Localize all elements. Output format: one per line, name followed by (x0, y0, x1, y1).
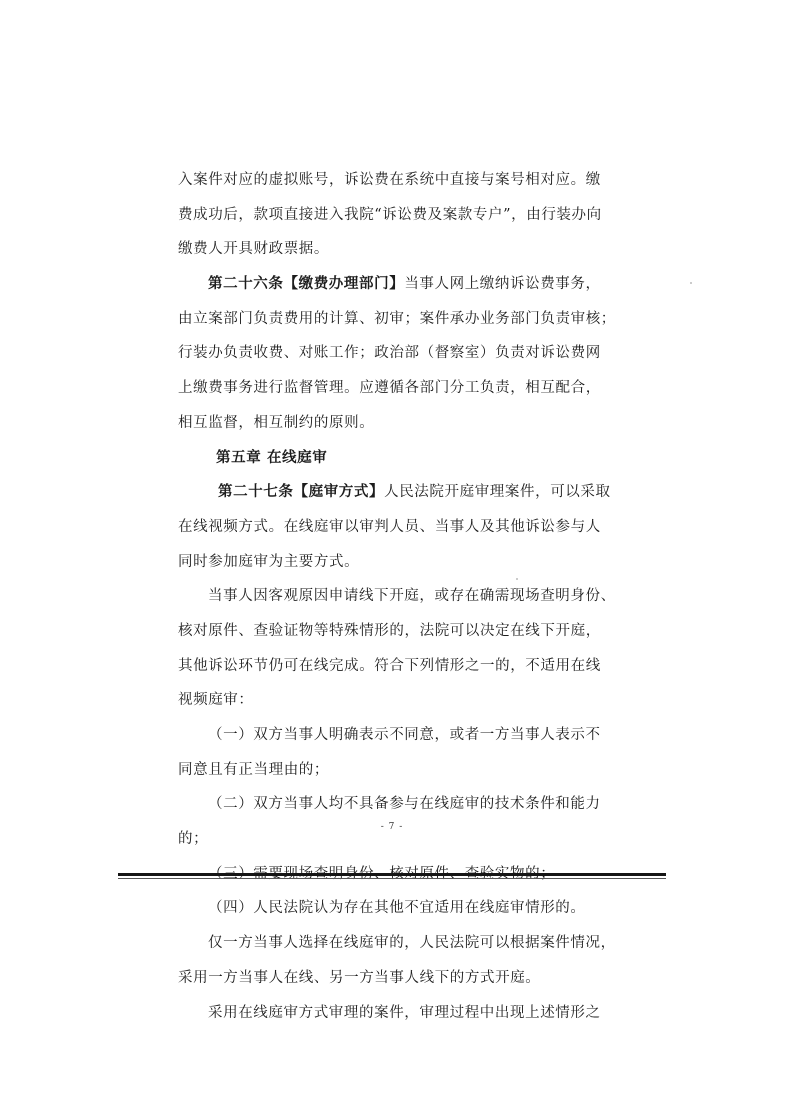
text-line (178, 371, 604, 406)
line-text: 行装办负责收费、对账工作；政治部（督察室）负责对诉讼费网 (178, 345, 601, 362)
scan-speck (516, 578, 518, 580)
line-text: 采用一方当事人在线、另一方当事人线下的方式开庭。 (178, 969, 541, 986)
line-text: 费成功后，款项直接进入我院“诉讼费及案款专户”，由行装办向 (178, 206, 602, 223)
line-text: 的； (178, 831, 209, 848)
footer-rule-thin (118, 878, 666, 879)
article-heading: 第二十七条【庭审方式】 (218, 483, 385, 501)
text-line (178, 649, 604, 684)
article-heading: 第二十六条【缴费办理部门】 (208, 275, 405, 293)
text-line (178, 232, 604, 267)
footer-rule (118, 873, 666, 876)
line-text: 视频庭审： (178, 692, 254, 709)
text-line (178, 336, 604, 371)
line-text: 仅一方当事人选择在线庭审的，人民法院可以根据案件情况， (208, 935, 616, 952)
text-line (178, 545, 604, 580)
line-text: 由立案部门负责费用的计算、初审；案件承办业务部门负责审核； (178, 310, 616, 327)
chapter-heading (178, 441, 604, 476)
text-line (178, 302, 616, 337)
line-text: 入案件对应的虚拟账号，诉讼费在系统中直接与案号相对应。缴 (178, 172, 601, 188)
line-text: 上缴费事务进行监督管理。应遵循各部门分工负责，相互配合， (178, 380, 601, 397)
text-line (178, 787, 604, 822)
line-text: 在线视频方式。在线庭审以审判人员、当事人及其他诉讼参与人 (178, 518, 601, 535)
body-text (178, 163, 616, 1030)
text-line (178, 961, 604, 996)
text-line (178, 510, 604, 545)
text-line (178, 163, 604, 198)
text-line (178, 614, 604, 649)
text-line (178, 926, 616, 961)
text-line (178, 579, 616, 614)
line-text: 核对原件、查验证物等特殊情形的，法院可以决定在线下开庭， (178, 622, 601, 639)
line-text: 同时参加庭审为主要方式。 (178, 553, 360, 570)
text-line (178, 891, 604, 926)
line-text: 当事人网上缴纳诉讼费事务， (404, 276, 601, 293)
line-text: 缴费人开具财政票据。 (178, 241, 329, 258)
page-number: - 7 - (380, 822, 404, 832)
line-text: （三）需要现场查明身份、核对原件、查验实物的； (208, 865, 556, 882)
line-text: （二）双方当事人均不具备参与在线庭审的技术条件和能力 (208, 796, 601, 813)
line-text: （四）人民法院认为存在其他不宜适用在线庭审情形的。 (208, 900, 586, 917)
text-line (178, 406, 604, 441)
line-text: 同意且有正当理由的； (178, 761, 329, 778)
text-line (178, 475, 611, 510)
text-line (178, 718, 604, 753)
text-line (178, 683, 604, 718)
text-line (178, 267, 604, 302)
text-line (178, 996, 604, 1031)
line-text: 采用在线庭审方式审理的案件，审理过程中出现上述情形之 (208, 1004, 601, 1021)
line-text: 相互监督，相互制约的原则。 (178, 414, 375, 431)
text-line (178, 198, 604, 233)
line-text: （一）双方当事人明确表示不同意，或者一方当事人表示不 (208, 727, 601, 743)
line-text: 当事人因客观原因申请线下开庭，或存在确需现场查明身份、 (208, 588, 616, 605)
line-text: 人民法院开庭审理案件，可以采取 (384, 484, 611, 501)
text-line (178, 753, 604, 788)
line-text: 第五章 在线庭审 (216, 448, 328, 466)
line-text: 其他诉讼环节仍可在线完成。符合下列情形之一的，不适用在线 (178, 657, 601, 674)
scan-speck (690, 282, 692, 284)
